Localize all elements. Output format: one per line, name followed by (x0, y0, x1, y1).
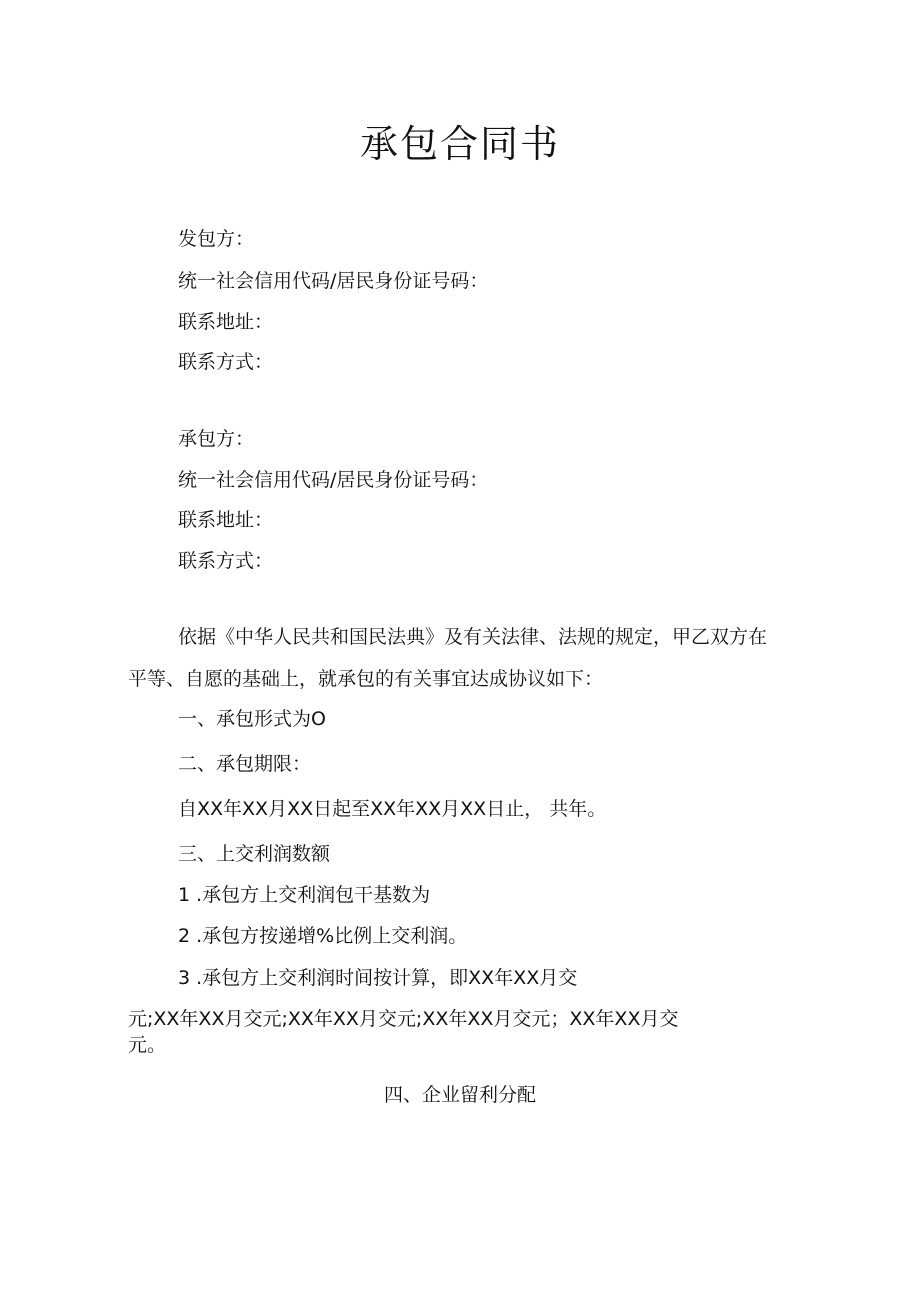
party-b-id-label: 统一社会信用代码/居民身份证号码： (178, 469, 489, 491)
party-a-address-label: 联系地址： (178, 311, 274, 333)
party-b-address-label: 联系地址： (178, 509, 274, 531)
section-3-item-1: 1 .承包方上交利润包干基数为 (178, 884, 431, 906)
party-a-id-label: 统一社会信用代码/居民身份证号码： (178, 270, 489, 292)
section-3-item-3-line-2: 元;XX年XX月交元;XX年XX月交元;XX年XX月交元；XX年XX月交 (128, 1008, 679, 1030)
section-4-heading: 四、企业留利分配 (383, 1084, 536, 1106)
intro-paragraph-line-2: 平等、自愿的基础上，就承包的有关事宜达成协议如下： (128, 668, 604, 690)
section-2-term-text: 自XX年XX月XX日起至XX年XX月XX日止， 共年。 (178, 798, 607, 820)
party-a-label: 发包方： (178, 228, 255, 250)
section-2-heading: 二、承包期限： (178, 753, 312, 775)
intro-paragraph-line-1: 依据《中华人民共和国民法典》及有关法律、法规的规定，甲乙双方在 (178, 626, 768, 648)
section-3-heading: 三、上交利润数额 (178, 843, 331, 865)
party-b-label: 承包方： (178, 428, 255, 450)
section-1-heading: 一、承包形式为O (178, 708, 326, 730)
party-a-contact-label: 联系方式： (178, 351, 274, 373)
section-3-item-2: 2 .承包方按递增%比例上交利润。 (178, 925, 468, 947)
section-3-item-3-line-1: 3 .承包方上交利润时间按计算，即XX年XX月交 (178, 967, 578, 989)
document-title: 承包合同书 (359, 122, 560, 166)
section-3-item-3-line-3: 元。 (128, 1034, 167, 1056)
party-b-contact-label: 联系方式： (178, 550, 274, 572)
